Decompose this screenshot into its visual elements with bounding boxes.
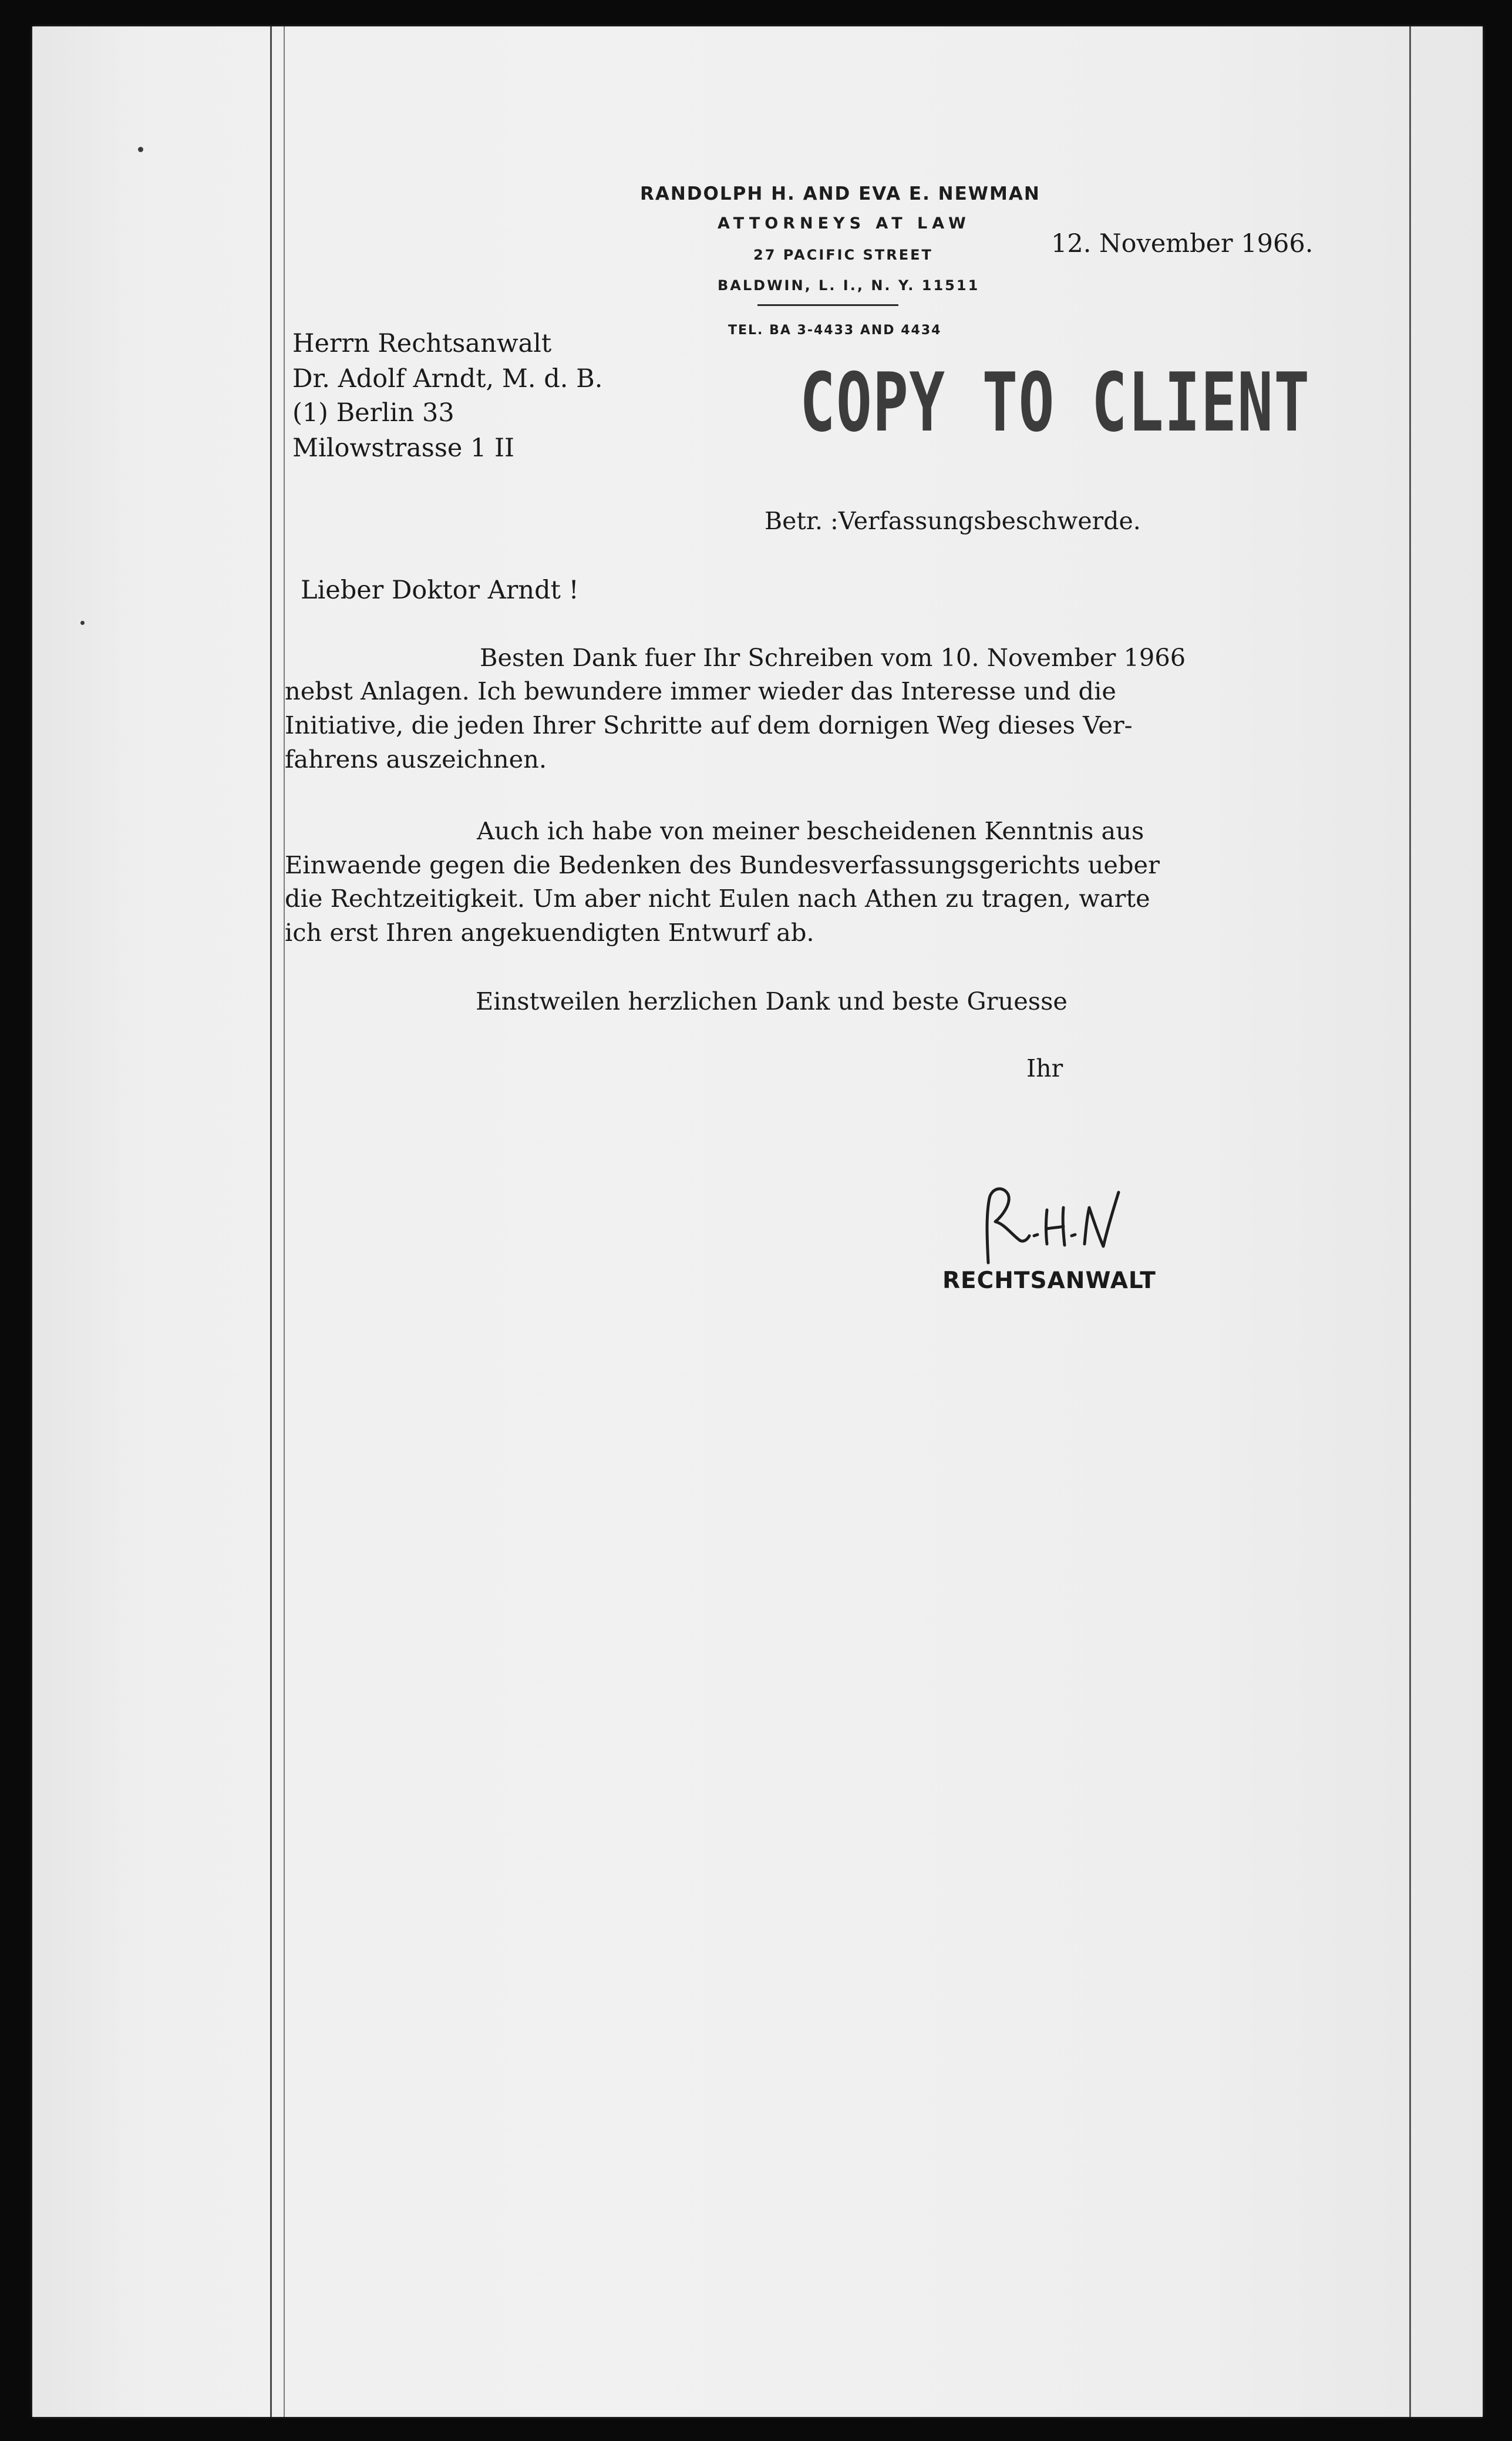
- closing-line: Einstweilen herzlichen Dank und beste Gruesse: [476, 987, 1068, 1016]
- body-line: Auch ich habe von meiner bescheidenen Kenntnis aus: [477, 816, 1144, 845]
- letterhead-phone: TEL. BA 3-4433 AND 4434: [728, 323, 942, 338]
- recipient-line: (1) Berlin 33: [292, 398, 454, 428]
- body-line: fahrens auszeichnen.: [285, 745, 547, 774]
- body-line: Initiative, die jeden Ihrer Schritte auf dem dornigen Weg dieses Ver-: [285, 711, 1133, 739]
- body-line: Einwaende gegen die Bedenken des Bundesverfassungsgerichts ueber: [285, 850, 1160, 879]
- paper-speck: [138, 147, 143, 152]
- copy-stamp: COPY TO CLIENT: [800, 355, 1311, 450]
- letter-date: 12. November 1966.: [1051, 229, 1314, 258]
- margin-rule-left: [270, 26, 272, 2417]
- body-line: Besten Dank fuer Ihr Schreiben vom 10. November 1966: [480, 643, 1186, 672]
- letterhead-city: BALDWIN, L. I., N. Y. 11511: [718, 277, 980, 294]
- signer-title: RECHTSANWALT: [942, 1267, 1156, 1294]
- recipient-line: Milowstrasse 1 II: [292, 433, 515, 463]
- letterhead-title: ATTORNEYS AT LAW: [718, 214, 971, 233]
- subject-line: Betr. :Verfassungsbeschwerde.: [765, 507, 1141, 535]
- recipient-line: Dr. Adolf Arndt, M. d. B.: [292, 364, 603, 394]
- recipient-line: Herrn Rechtsanwalt: [292, 329, 552, 358]
- letterhead-street: 27 PACIFIC STREET: [753, 247, 933, 263]
- paper-speck: [80, 621, 85, 625]
- handwritten-signature: [978, 1175, 1130, 1269]
- body-line: die Rechtzeitigkeit. Um aber nicht Eulen nach Athen zu tragen, warte: [285, 884, 1150, 913]
- closing-word: Ihr: [1026, 1054, 1063, 1082]
- margin-rule-right: [1409, 26, 1411, 2417]
- letterhead-rule: [757, 304, 898, 306]
- letterhead-names: RANDOLPH H. AND EVA E. NEWMAN: [640, 183, 1040, 204]
- margin-rule-left-inner: [284, 26, 285, 2417]
- body-line: nebst Anlagen. Ich bewundere immer wieder das Interesse und die: [285, 677, 1116, 705]
- body-line: ich erst Ihren angekuendigten Entwurf ab.: [285, 918, 814, 947]
- salutation: Lieber Doktor Arndt !: [301, 576, 579, 605]
